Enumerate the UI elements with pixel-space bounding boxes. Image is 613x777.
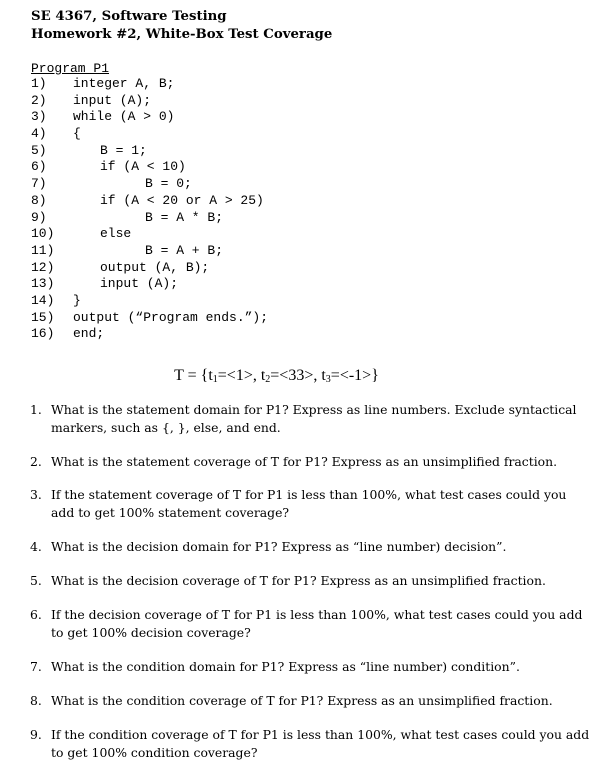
question-text: If the condition coverage of T for P1 is less than 100%, what test cases could you add to get 100% condition coverage?	[51, 727, 590, 760]
question-number: 9.	[30, 727, 42, 742]
line-number: 14)	[31, 292, 55, 308]
document-header	[31, 8, 332, 44]
line-number: 4)	[31, 126, 47, 142]
code-line	[31, 109, 175, 126]
t1-value: =<1>, t	[217, 367, 266, 384]
line-number: 16)	[31, 326, 55, 342]
line-number: 3)	[31, 109, 47, 125]
line-number: 11)	[31, 242, 55, 258]
question-number: 1.	[30, 402, 42, 417]
code-text: output (“Program ends.”);	[73, 309, 269, 325]
test-set	[0, 366, 613, 386]
code-line	[31, 309, 269, 327]
line-number: 5)	[31, 142, 47, 158]
line-number: 1)	[31, 76, 47, 91]
code-text: {	[73, 126, 81, 142]
code-text: input (A);	[100, 276, 179, 292]
line-number: 7)	[31, 176, 47, 192]
question-number: 7.	[30, 659, 42, 674]
homework-title: Homework #2, White-Box Test Coverage	[31, 27, 333, 42]
code-lines	[31, 76, 269, 343]
t2-subscript: 2	[265, 374, 271, 385]
t1-subscript: 1	[212, 374, 218, 385]
question-text: What is the condition coverage of T for P1? Express as an unsimplified fraction.	[51, 693, 553, 708]
test-set-expression	[174, 366, 379, 386]
question-text: What is the statement domain for P1? Express as line numbers. Exclude syntactical markers, such as {, }, else, and end.	[51, 402, 577, 435]
t2-value: =<33>, t	[270, 367, 326, 384]
code-text: integer A, B;	[73, 76, 175, 91]
question-number: 5.	[30, 573, 42, 588]
code-text: while (A > 0)	[73, 109, 175, 125]
code-line	[31, 326, 109, 343]
code-line	[31, 259, 210, 277]
code-line	[31, 159, 186, 176]
question-text: What is the decision domain for P1? Express as “line number) decision”.	[51, 539, 507, 554]
test-set-prefix: T = {t	[174, 367, 213, 384]
course-title: SE 4367, Software Testing	[31, 9, 227, 24]
code-text: if (A < 20 or A > 25)	[100, 192, 264, 208]
code-line	[31, 92, 152, 110]
code-text: input (A);	[73, 92, 152, 108]
question-text: What is the decision coverage of T for P1? Express as an unsimplified fraction.	[51, 573, 546, 588]
code-text: B = A + B;	[145, 242, 224, 258]
code-text: B = 0;	[145, 176, 192, 192]
question-text: What is the statement coverage of T for P1? Express as an unsimplified fraction.	[51, 454, 558, 469]
t3-subscript: 3	[325, 374, 331, 385]
t3-value: =<-1>}	[330, 367, 379, 384]
line-number: 13)	[31, 276, 55, 292]
code-line	[31, 276, 179, 293]
question-text: If the decision coverage of T for P1 is less than 100%, what test cases could you add to get 100% decision coverage?	[51, 607, 583, 640]
line-number: 9)	[31, 209, 47, 225]
line-number: 12)	[31, 259, 55, 275]
code-line	[31, 142, 147, 160]
code-line	[31, 126, 109, 143]
code-line	[31, 293, 109, 310]
line-number: 10)	[31, 226, 55, 242]
code-text: else	[100, 226, 132, 242]
code-text: B = A * B;	[145, 209, 224, 225]
question-number: 6.	[30, 607, 42, 622]
line-number: 6)	[31, 159, 47, 175]
code-text: }	[73, 292, 81, 308]
code-line	[31, 226, 132, 243]
code-line	[31, 209, 224, 227]
code-text: end;	[73, 326, 105, 342]
question-text: If the statement coverage of T for P1 is less than 100%, what test cases could you add to get 100% statement coverage?	[51, 487, 567, 520]
question-text: What is the condition domain for P1? Express as “line number) condition”.	[51, 659, 520, 674]
line-number: 15)	[31, 309, 55, 325]
question-number: 3.	[30, 487, 42, 502]
question-number: 2.	[30, 454, 42, 469]
line-number: 2)	[31, 92, 47, 108]
question-number: 8.	[30, 693, 42, 708]
code-line	[31, 76, 175, 93]
program-title: Program P1	[31, 61, 110, 76]
question-number: 4.	[30, 539, 42, 554]
code-line	[31, 176, 192, 193]
line-number: 8)	[31, 192, 47, 208]
code-line	[31, 192, 264, 210]
code-text: if (A < 10)	[100, 159, 186, 175]
code-line	[31, 242, 224, 260]
code-text: B = 1;	[100, 142, 147, 158]
program-listing	[31, 61, 269, 343]
code-text: output (A, B);	[100, 259, 210, 275]
